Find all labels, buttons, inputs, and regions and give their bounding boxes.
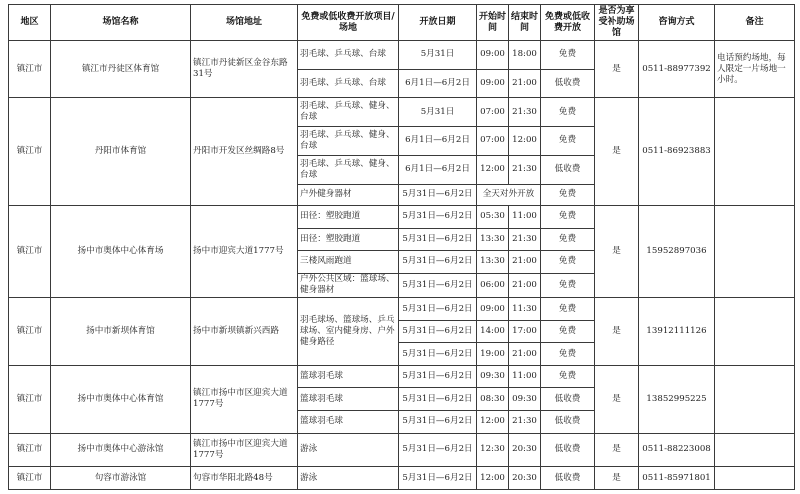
end-time-cell: 11:00 [509, 206, 541, 229]
fee-type-cell: 免费 [541, 98, 595, 127]
subsidy-cell: 是 [595, 41, 639, 98]
fee-type-cell: 免费 [541, 228, 595, 251]
table-row [9, 206, 795, 229]
open-date-cell: 5月31日—6月2日 [399, 273, 477, 298]
open-date-cell: 5月31日—6月2日 [399, 388, 477, 411]
end-time-cell: 21:00 [509, 273, 541, 298]
venue-address-cell: 扬中市迎宾大道1777号 [191, 206, 298, 298]
venue-table [8, 4, 795, 490]
contact-cell: 13912111126 [639, 298, 715, 366]
region-cell: 镇江市 [9, 433, 51, 467]
venue-name-cell: 句容市游泳馆 [51, 467, 191, 490]
venue-address-cell: 镇江市丹徒新区金谷东路31号 [191, 41, 298, 98]
fee-type-cell: 免费 [541, 273, 595, 298]
open-date-cell: 5月31日 [399, 41, 477, 70]
end-time-cell: 21:30 [509, 411, 541, 434]
open-item-cell: 三楼风雨跑道 [298, 251, 399, 274]
contact-cell: 0511-88977392 [639, 41, 715, 98]
start-time-cell: 05:30 [477, 206, 509, 229]
header-region: 地区 [9, 5, 51, 41]
start-time-cell: 12:00 [477, 411, 509, 434]
subsidy-cell: 是 [595, 467, 639, 490]
open-item-cell: 羽毛球场、篮球场、乒乓球场、室内健身房、户外健身路径 [298, 298, 399, 366]
start-time-cell: 06:00 [477, 273, 509, 298]
fee-type-cell: 免费 [541, 251, 595, 274]
open-item-cell: 羽毛球、乒乓球、台球 [298, 41, 399, 70]
header-row [9, 5, 795, 41]
header-open-items: 免费或低收费开放项目/场地 [298, 5, 399, 41]
open-item-cell: 游泳 [298, 467, 399, 490]
open-date-cell: 6月1日—6月2日 [399, 127, 477, 156]
open-date-cell: 6月1日—6月2日 [399, 155, 477, 184]
header-start-time: 开始时间 [477, 5, 509, 41]
end-time-cell: 09:30 [509, 388, 541, 411]
venue-address-cell: 扬中市新坝镇新兴西路 [191, 298, 298, 366]
start-time-cell: 14:00 [477, 320, 509, 343]
remarks-cell: 电话预约场地，每人限定一片场地一小时。 [715, 41, 795, 98]
end-time-cell: 21:30 [509, 228, 541, 251]
region-cell: 镇江市 [9, 365, 51, 433]
end-time-cell: 12:00 [509, 127, 541, 156]
open-item-cell: 羽毛球、乒乓球、健身、台球 [298, 155, 399, 184]
subsidy-cell: 是 [595, 433, 639, 467]
end-time-cell: 20:30 [509, 433, 541, 467]
open-item-cell: 户外公共区域：篮球场、健身器材 [298, 273, 399, 298]
open-item-cell: 羽毛球、乒乓球、台球 [298, 69, 399, 98]
open-date-cell: 5月31日—6月2日 [399, 343, 477, 366]
remarks-cell [715, 365, 795, 433]
fee-type-cell: 低收费 [541, 388, 595, 411]
venue-name-cell: 丹阳市体育馆 [51, 98, 191, 206]
open-date-cell: 5月31日—6月2日 [399, 251, 477, 274]
fee-type-cell: 低收费 [541, 433, 595, 467]
open-item-cell: 田径：塑胶跑道 [298, 206, 399, 229]
start-time-cell: 13:30 [477, 228, 509, 251]
fee-type-cell: 免费 [541, 184, 595, 206]
fee-type-cell: 免费 [541, 320, 595, 343]
open-item-cell: 篮球羽毛球 [298, 388, 399, 411]
start-time-cell: 09:30 [477, 365, 509, 388]
open-date-cell: 5月31日—6月2日 [399, 411, 477, 434]
remarks-cell [715, 98, 795, 206]
region-cell: 镇江市 [9, 41, 51, 98]
subsidy-cell: 是 [595, 298, 639, 366]
start-time-cell: 09:00 [477, 69, 509, 98]
end-time-cell: 11:30 [509, 298, 541, 321]
contact-cell: 15952897036 [639, 206, 715, 298]
region-cell: 镇江市 [9, 206, 51, 298]
open-date-cell: 5月31日—6月2日 [399, 433, 477, 467]
end-time-cell: 20:30 [509, 467, 541, 490]
open-item-cell: 篮球羽毛球 [298, 365, 399, 388]
end-time-cell: 21:30 [509, 155, 541, 184]
fee-type-cell: 低收费 [541, 411, 595, 434]
venue-address-cell: 句容市华阳北路48号 [191, 467, 298, 490]
venue-address-cell: 镇江市扬中市区迎宾大道1777号 [191, 365, 298, 433]
start-time-cell: 09:00 [477, 298, 509, 321]
header-end-time: 结束时间 [509, 5, 541, 41]
venue-address-cell: 镇江市扬中市区迎宾大道1777号 [191, 433, 298, 467]
venue-address-cell: 丹阳市开发区丝绸路8号 [191, 98, 298, 206]
end-time-cell: 21:30 [509, 98, 541, 127]
open-item-cell: 游泳 [298, 433, 399, 467]
header-venue-name: 场馆名称 [51, 5, 191, 41]
venue-name-cell: 扬中市奥体中心体育场 [51, 206, 191, 298]
end-time-cell: 21:00 [509, 69, 541, 98]
header-open-date: 开放日期 [399, 5, 477, 41]
header-contact: 咨询方式 [639, 5, 715, 41]
contact-cell: 0511-85971801 [639, 467, 715, 490]
open-date-cell: 5月31日—6月2日 [399, 365, 477, 388]
open-item-cell: 篮球羽毛球 [298, 411, 399, 434]
header-fee-type: 免费或低收费开放 [541, 5, 595, 41]
header-subsidy: 是否为享受补助场馆 [595, 5, 639, 41]
remarks-cell [715, 298, 795, 366]
subsidy-cell: 是 [595, 206, 639, 298]
fee-type-cell: 免费 [541, 365, 595, 388]
venue-name-cell: 扬中市新坝体育馆 [51, 298, 191, 366]
open-item-cell: 羽毛球、乒乓球、健身、台球 [298, 127, 399, 156]
fee-type-cell: 免费 [541, 206, 595, 229]
fee-type-cell: 低收费 [541, 155, 595, 184]
header-venue-address: 场馆地址 [191, 5, 298, 41]
start-time-cell: 19:00 [477, 343, 509, 366]
start-time-cell: 08:30 [477, 388, 509, 411]
header-remarks: 备注 [715, 5, 795, 41]
fee-type-cell: 免费 [541, 343, 595, 366]
open-date-cell: 5月31日—6月2日 [399, 184, 477, 206]
end-time-cell: 11:00 [509, 365, 541, 388]
fee-type-cell: 免费 [541, 41, 595, 70]
remarks-cell [715, 467, 795, 490]
open-date-cell: 5月31日 [399, 98, 477, 127]
region-cell: 镇江市 [9, 467, 51, 490]
open-date-cell: 5月31日—6月2日 [399, 206, 477, 229]
open-date-cell: 5月31日—6月2日 [399, 320, 477, 343]
contact-cell: 0511-86923883 [639, 98, 715, 206]
contact-cell: 13852995225 [639, 365, 715, 433]
open-hours-cell: 全天对外开放 [477, 184, 541, 206]
start-time-cell: 13:30 [477, 251, 509, 274]
end-time-cell: 21:00 [509, 251, 541, 274]
venue-name-cell: 扬中市奥体中心体育馆 [51, 365, 191, 433]
end-time-cell: 21:00 [509, 343, 541, 366]
start-time-cell: 12:30 [477, 433, 509, 467]
fee-type-cell: 低收费 [541, 69, 595, 98]
start-time-cell: 12:00 [477, 467, 509, 490]
start-time-cell: 07:00 [477, 98, 509, 127]
start-time-cell: 12:00 [477, 155, 509, 184]
subsidy-cell: 是 [595, 98, 639, 206]
fee-type-cell: 免费 [541, 298, 595, 321]
venue-name-cell: 扬中市奥体中心游泳馆 [51, 433, 191, 467]
table-row [9, 433, 795, 467]
table-row [9, 467, 795, 490]
fee-type-cell: 低收费 [541, 467, 595, 490]
table-row [9, 365, 795, 388]
end-time-cell: 17:00 [509, 320, 541, 343]
start-time-cell: 07:00 [477, 127, 509, 156]
region-cell: 镇江市 [9, 298, 51, 366]
venue-name-cell: 镇江市丹徒区体育馆 [51, 41, 191, 98]
end-time-cell: 18:00 [509, 41, 541, 70]
fee-type-cell: 免费 [541, 127, 595, 156]
open-item-cell: 羽毛球、乒乓球、健身、台球 [298, 98, 399, 127]
contact-cell: 0511-88223008 [639, 433, 715, 467]
table-row [9, 298, 795, 321]
region-cell: 镇江市 [9, 98, 51, 206]
open-item-cell: 户外健身器材 [298, 184, 399, 206]
open-date-cell: 5月31日—6月2日 [399, 298, 477, 321]
open-date-cell: 6月1日—6月2日 [399, 69, 477, 98]
open-item-cell: 田径：塑胶跑道 [298, 228, 399, 251]
open-date-cell: 5月31日—6月2日 [399, 228, 477, 251]
table-row [9, 98, 795, 127]
subsidy-cell: 是 [595, 365, 639, 433]
remarks-cell [715, 433, 795, 467]
open-date-cell: 5月31日—6月2日 [399, 467, 477, 490]
table-row [9, 41, 795, 70]
remarks-cell [715, 206, 795, 298]
start-time-cell: 09:00 [477, 41, 509, 70]
